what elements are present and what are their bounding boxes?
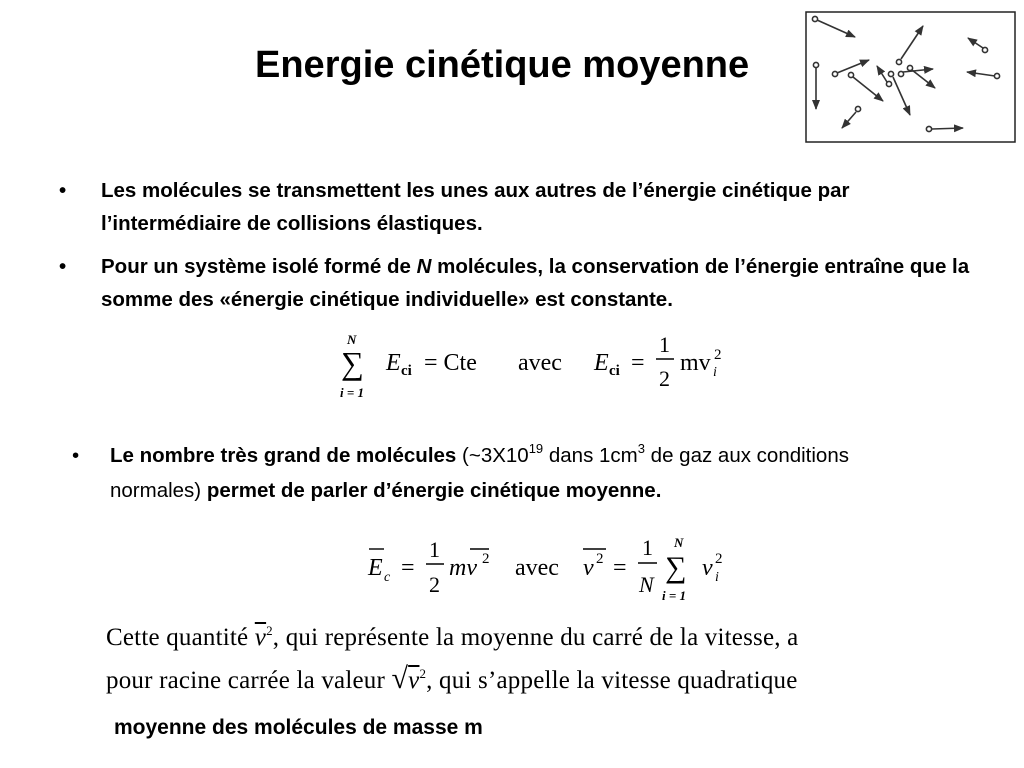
bullet-conservation [59,250,991,316]
formula-mean-kinetic-energy [365,535,735,605]
formula2-frac-num: 1 [429,537,440,562]
bottom-line: moyenne des molécules de masse m [114,716,483,739]
scan2-sup: 2 [419,665,427,681]
scan1-b: , qui représente la moyenne du carré de la vitesse, a [272,624,799,651]
bullet-bold-b: permet de parler d’énergie cinétique moyenne. [206,479,662,502]
formula1-mv: mv [680,350,711,376]
scanned-line-2 [106,662,798,696]
formula1-mv-sup: 2 [714,347,722,363]
formula2-vi-sup: 2 [715,551,723,567]
bullet-glyph: • [59,179,67,202]
formula2-v: v [583,555,594,581]
bullet-sup-b: 3 [637,441,645,457]
formula2-frac2-den: N [639,572,654,597]
sigma-icon: ∑ [341,345,364,381]
scan1-sup: 2 [266,622,273,638]
bullet-glyph: • [59,255,67,278]
formula2-avec: avec [515,555,559,581]
sum-lower-limit: i = 1 [340,385,365,400]
bullet-text: Les molécules se transmettent les unes aux autres de l’énergie cinétique par l’intermédiaire de collisions élastiques. [101,179,850,235]
formula1-frac-num: 1 [659,332,670,357]
formula2-vi: v [702,555,713,581]
bullet-bold-a: Le nombre très grand de molécules [110,444,457,467]
scan2-b: , qui s’appelle la vitesse quadratique [426,667,798,694]
sum-lower-limit: i = 1 [662,588,687,603]
bullet-text-after: molécules, la conservation de l’énergie entraîne que la somme des «énergie cinétique individuelle» est constante. [101,255,970,311]
formula1-e: E [386,350,401,376]
formula-sum-kinetic-energy [338,330,738,402]
bullet-sup-a: 19 [528,441,544,457]
formula1-e2-sub: ci [609,363,620,379]
scan2-a: pour racine carrée la valeur [106,667,392,694]
bullet-text-n: N [416,255,432,278]
sum-upper-limit: N [674,535,684,550]
bullet-glyph: • [72,444,80,467]
sigma-icon: ∑ [665,551,687,584]
sum-upper-limit: N [347,332,357,347]
scan1-v: $\overline{v}$ [254,624,267,651]
formula2-frac-den: 2 [429,572,440,597]
formula2-mv: mv [449,555,477,581]
bullet-normal-c: de gaz aux conditions normales) [110,444,849,502]
formula1-eq: = [631,350,645,376]
scan1-a: Cette quantité [106,624,255,651]
scanned-line-1 [106,624,798,652]
formula2-e: E [368,555,383,581]
formula1-avec: avec [518,350,562,376]
scan2-v: v [408,667,420,694]
bullet-large-number [72,438,930,508]
molecule-collision-illustration [805,11,1016,143]
formula2-eq2: = [613,555,627,581]
formula2-vi-sub: i [715,570,719,585]
formula2-eq: = [401,555,415,581]
formula2-e-sub: c [384,570,391,585]
formula1-frac-den: 2 [659,366,670,391]
formula1-e2: E [594,350,609,376]
formula1-equals-cte: = Cte [424,350,477,376]
slide-title: Energie cinétique moyenne [255,44,750,86]
illustration-frame [806,12,1015,142]
formula1-mv-sub: i [713,365,717,380]
formula2-v-sup: 2 [596,551,604,567]
bullet-text-before: Pour un système isolé formé de [101,255,417,278]
bullet-normal-b: dans 1cm [543,444,638,467]
bullet-normal-a: (~3X10 [456,444,529,467]
formula2-frac2-num: 1 [642,535,653,560]
bullet-collisions [59,174,981,240]
sqrt-icon: √ [391,662,409,695]
formula1-e-sub: ci [401,363,412,379]
formula2-mv-sup: 2 [482,551,490,567]
